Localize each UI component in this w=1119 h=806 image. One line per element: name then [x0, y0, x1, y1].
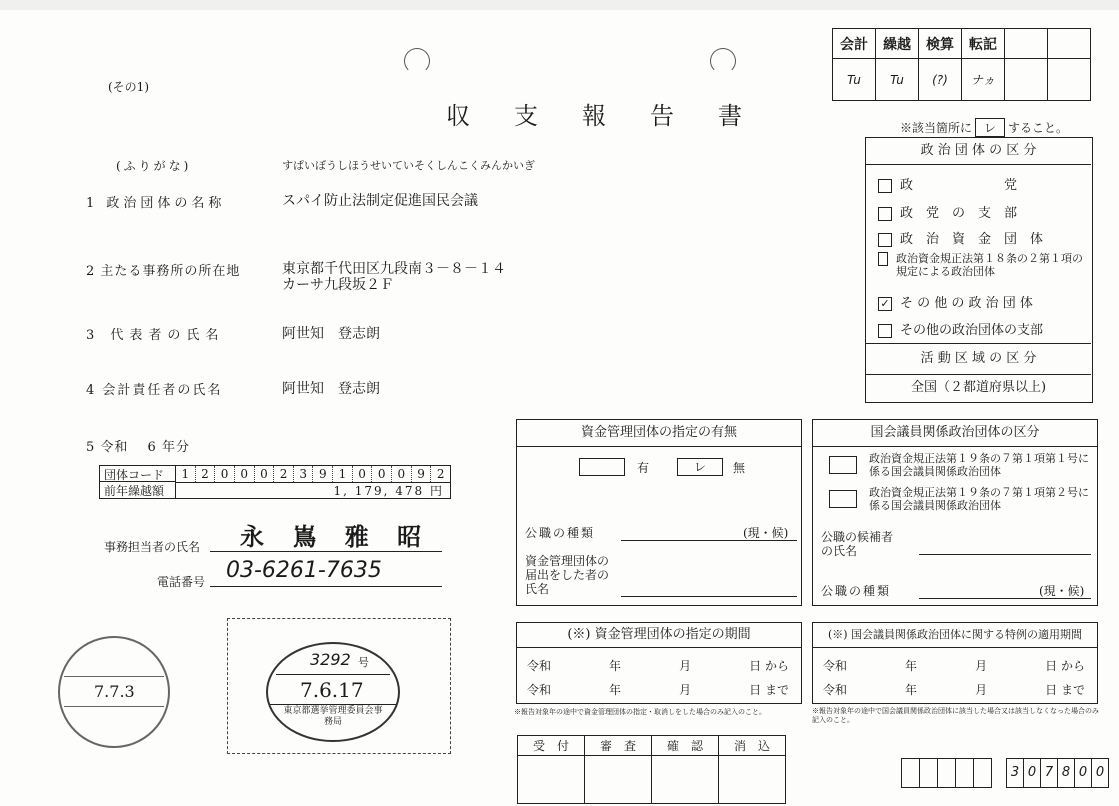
- checkbox: [878, 252, 888, 266]
- clerk-underline: [210, 551, 442, 552]
- approval-mark: Tu: [833, 59, 876, 101]
- checkbox: [878, 233, 892, 247]
- opt1-box: [829, 456, 857, 474]
- processing-table: 受 付 審 査 確 認 消 込: [517, 735, 786, 804]
- binder-hole-left: [404, 48, 430, 74]
- code-digit: 0: [214, 466, 234, 482]
- code-digit: 0: [254, 466, 274, 482]
- binder-hole-right: [710, 48, 736, 74]
- reception-org: 東京都選挙管理委員会事務局: [283, 706, 383, 727]
- approval-mark: ナヵ: [962, 59, 1005, 101]
- blank-number-boxes: [901, 758, 992, 788]
- page-title: 収 支 報 告 書: [446, 102, 752, 130]
- name-value: スパイ防止法制定促進国民会議: [282, 193, 478, 209]
- date-stamp-text: 7.7.3: [94, 682, 135, 701]
- approval-grid: [832, 28, 1091, 101]
- yes-box: [579, 458, 625, 476]
- code-digit: 0: [234, 466, 254, 482]
- code-digit: 0: [352, 466, 372, 482]
- fund-mgmt-header: 資金管理団体の指定の有無: [517, 420, 801, 447]
- fund-period-box: (※) 資金管理団体の指定の期間 令和 年 月 日 から 令和 年 月 日 まで: [516, 622, 802, 704]
- date-stamp: [58, 636, 170, 748]
- name-label: 1 政治団体の名称: [86, 196, 226, 211]
- checkbox: [878, 179, 892, 193]
- checkbox: [878, 324, 892, 338]
- code-digit: 9: [411, 466, 431, 482]
- reception-number: 3292: [310, 650, 351, 669]
- opt2-box: [829, 490, 857, 508]
- approval-header: 繰越: [876, 29, 919, 59]
- code-digit: 0: [371, 466, 391, 482]
- number-digit: 0: [1023, 758, 1041, 788]
- code-digit: 2: [430, 466, 450, 482]
- clerk-label: 事務担当者の氏名: [104, 540, 201, 554]
- reception-date: 7.6.17: [300, 678, 364, 702]
- furigana-value: すぱいぼうしほうせいていそくしんこくみんかいぎ: [282, 159, 535, 172]
- notifier-label: 資金管理団体の届出をした者の氏名: [525, 554, 610, 596]
- checkbox: [878, 207, 892, 221]
- form-label: (その1): [108, 80, 149, 94]
- category-item: 政 治 資 金 団 体: [878, 228, 1083, 247]
- diet-member-box: 国会議員関係政治団体の区分 政治資金規正法第１９条の７第１項第１号に係る国会議員関係政治団体 政治資金規正法第１９条の７第１項第２号に係る国会議員関係政治団体 公職の候補者の氏名 公職の種類 (現・候): [812, 419, 1098, 606]
- bottom-number-boxes: [1006, 758, 1108, 788]
- office-line1: 東京都千代田区九段南３－８－１４: [282, 261, 506, 277]
- code-digit: 0: [391, 466, 411, 482]
- approval-header: 検算: [919, 29, 962, 59]
- approval-mark: (?): [919, 59, 962, 101]
- category-panel: [865, 137, 1093, 403]
- check-note: ※該当箇所に レ すること。: [900, 118, 1068, 137]
- approval-mark: Tu: [876, 59, 919, 101]
- accountant-value: 阿世知 登志朗: [282, 381, 380, 397]
- number-digit: 0: [1091, 758, 1109, 788]
- fund-period-note: ※報告対象年の途中で資金管理団体の指定・取消しをした場合のみ記入のこと。: [514, 708, 766, 716]
- category-item: ✓ そ の 他 の 政 治 団 体: [878, 292, 1083, 311]
- group-code-digits: [176, 466, 450, 483]
- group-code-label: 団体コード: [100, 466, 176, 482]
- office-line2: カーサ九段坂２Ｆ: [282, 277, 394, 293]
- number-digit: 3: [1006, 758, 1024, 788]
- year-label: 5 令和 6 年分: [86, 440, 190, 455]
- area-header: 活 動 区 域 の 区 分: [866, 343, 1091, 375]
- prev-balance-value: 1, 179, 478 円: [333, 484, 444, 498]
- clerk-value: 永 嶌 雅 昭: [240, 522, 432, 551]
- code-digit: 1: [181, 467, 190, 481]
- number-digit: 8: [1057, 758, 1075, 788]
- code-digit: 1: [332, 466, 352, 482]
- furigana-label: (ふりがな): [116, 159, 192, 173]
- category-item: 政 党 の 支 部: [878, 202, 1083, 221]
- representative-label: 3 代表者の氏名: [86, 328, 225, 343]
- code-digit: 3: [293, 466, 313, 482]
- number-digit: 7: [1040, 758, 1058, 788]
- code-digit: 2: [273, 466, 293, 482]
- no-box: レ: [677, 458, 723, 476]
- approval-header: 会計: [833, 29, 876, 59]
- category-item: 政 党: [878, 174, 1083, 193]
- fund-mgmt-box: 資金管理団体の指定の有無 有 レ 無 公職の種類 (現・候) 資金管理団体の届出をした者の氏名: [516, 419, 802, 606]
- reception-stamp: 3292 号 7.6.17 東京都選挙管理委員会事務局: [266, 642, 400, 742]
- diet-period-box: (※) 国会議員関係政治団体に関する特例の適用期間 令和 年 月 日 から 令和 年 月 日 まで: [812, 622, 1098, 704]
- code-table: [99, 465, 451, 499]
- diet-period-note: ※報告対象年の途中で国会議員関係政治団体に該当した場合又は該当しなくなった場合のみ記入のこと。: [812, 707, 1099, 724]
- code-digit: 2: [195, 466, 215, 482]
- number-digit: 0: [1074, 758, 1092, 788]
- category-header: 政 治 団 体 の 区 分: [866, 138, 1091, 165]
- approval-header: 転記: [962, 29, 1005, 59]
- accountant-label: 4 会計責任者の氏名: [86, 383, 223, 398]
- code-digit: 9: [312, 466, 332, 482]
- prev-balance-label: 前年繰越額: [100, 482, 176, 498]
- diet-member-header: 国会議員関係政治団体の区分: [813, 420, 1097, 447]
- representative-value: 阿世知 登志朗: [282, 326, 380, 342]
- phone-label: 電話番号: [157, 575, 206, 589]
- checkbox: ✓: [878, 297, 892, 311]
- area-value: 全国（２都道府県以上): [910, 380, 1047, 395]
- top-margin: [0, 0, 1119, 10]
- phone-value: 03-6261-7635: [226, 558, 382, 583]
- category-item: 政治資金規正法第１８条の２第１項の規定による政治団体: [878, 252, 1088, 278]
- office-label: 2 主たる事務所の所在地: [86, 264, 241, 279]
- category-item: その他の政治団体の支部: [878, 319, 1083, 338]
- phone-underline: [210, 586, 442, 587]
